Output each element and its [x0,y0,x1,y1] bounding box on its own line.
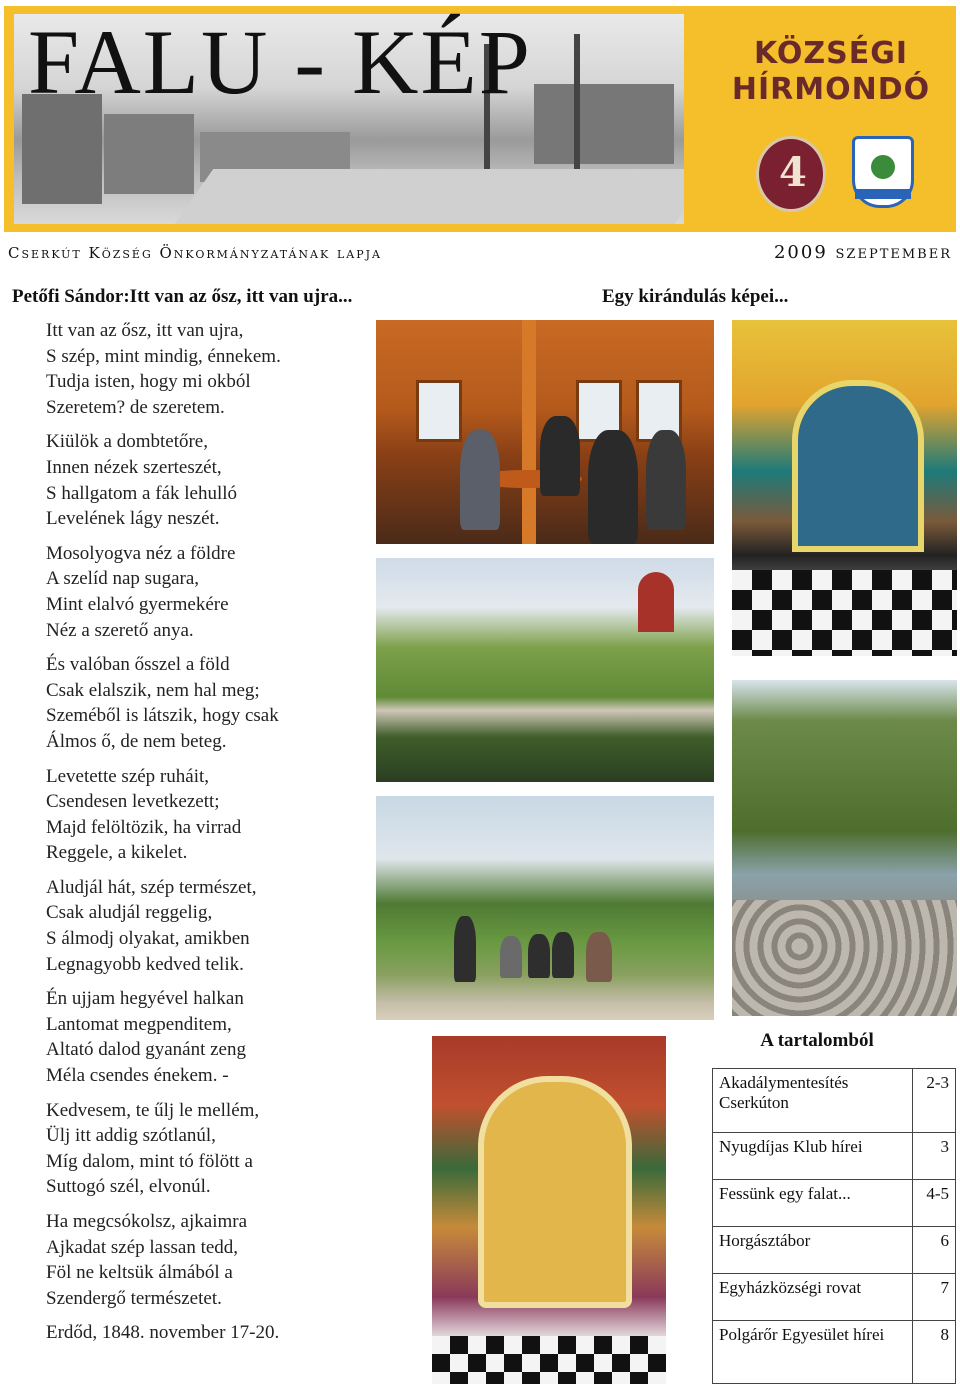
photo-wooden-cafe [376,320,714,544]
poem-line: Csendesen levetkezett; [46,791,220,813]
toc-row [713,1133,956,1180]
photo-temple-interior [732,320,957,656]
poem-line: Aludjál hát, szép természet, [46,876,257,898]
toc-item-pages: 4-5 [913,1180,956,1227]
poem-line: Innen nézek szerteszét, [46,456,222,478]
poem-line: Ha megcsókolsz, ajkaimra [46,1211,248,1232]
poem-line: Mint elalvó gyermekére [46,593,229,615]
poem-stanza [46,429,366,531]
poem-line: Én ujjam hegyével halkan [46,988,244,1010]
poem-line: A szelíd nap sugara, [46,568,200,590]
poem-line: Méla csendes énekem. - [46,1065,229,1087]
poem-line: Altató dalod gyanánt zeng [46,1039,246,1061]
poem-line: Csak elalszik, nem hal meg; [46,679,260,701]
toc-row [713,1321,956,1384]
publisher-line: Cserkút Község Önkormányzatának lapja [8,244,382,262]
issue-month: SZEPTEMBER [835,247,952,262]
gallery-heading: Egy kirándulás képei... [602,286,789,307]
poem-line: Míg dalom, mint tó fölött a [46,1150,253,1172]
poem-line: Szendergő természetet. [46,1287,222,1309]
poem-line: Suttogó szél, elvonúl. [46,1176,211,1198]
subtitle-line-2: HÍRMONDÓ [731,72,931,107]
poem-line: Legnagyobb kedved telik. [46,953,244,975]
toc-item-title: Nyugdíjas Klub hírei [713,1133,913,1180]
photo-altar-shrine [432,1036,666,1384]
poem-line: Levetette szép ruháit, [46,765,210,787]
poem-line: S álmodj olyakat, amikben [46,928,250,950]
toc-item-pages: 6 [913,1227,956,1274]
poem-stanza [46,652,366,754]
toc-row [713,1180,956,1227]
poem-line: Reggele, a kikelet. [46,842,188,864]
poem-line: Mosolyogva néz a földre [46,542,236,564]
poem-line: Levelének lágy neszét. [46,508,220,530]
poem-stanza [46,764,366,866]
poem-stanza [46,318,366,420]
photo-park-pond [376,558,714,782]
toc-item-pages: 7 [913,1274,956,1321]
poem-line: Szeméből is látszik, hogy csak [46,705,279,727]
poem-line: Szeretem? de szeretem. [46,396,225,418]
toc-item-title: Horgásztábor [713,1227,913,1274]
poem-line: Ajkadat szép lassan tedd, [46,1236,239,1258]
toc-row [713,1227,956,1274]
poem-line: Álmos ő, de nem beteg. [46,730,227,752]
toc-title: A tartalomból [760,1030,874,1051]
poem-line: S hallgatom a fák lehulló [46,482,238,504]
toc-item-pages: 2-3 [913,1069,956,1133]
poem-line: Föl ne keltsük álmából a [46,1262,233,1284]
poem-line: Ülj itt addig szótlanúl, [46,1125,216,1147]
poem-stanza [46,986,366,1088]
poem-line: Néz a szerető anya. [46,619,194,641]
poem-line: Kiülök a dombtetőre, [46,431,208,453]
club-seal-icon [756,136,826,212]
poem-body [46,318,366,1346]
poem-stanza [46,875,366,977]
poem-line: S szép, mint mindig, énnekem. [46,345,281,367]
issue-date [774,242,952,263]
toc-item-title: Akadálymentesítés Cserkúton [713,1069,913,1133]
poem-signature: Erdőd, 1848. november 17-20. [46,1322,280,1344]
poem-stanza [46,541,366,643]
poem-stanza [46,1098,366,1200]
village-coat-of-arms-icon [852,136,914,208]
poem-line: És valóban ősszel a föld [46,654,230,676]
toc-item-title: Polgárőr Egyesület hírei [713,1321,913,1384]
newspaper-title: FALU - KÉP [28,11,532,113]
poem-stanza [46,1209,366,1311]
poem-heading: Petőfi Sándor:Itt van az ősz, itt van ujra... [12,286,353,307]
toc-row [713,1274,956,1321]
toc-item-pages: 3 [913,1133,956,1180]
issue-year: 2009 [773,242,828,263]
photo-lakeshore-rocks [732,680,957,1016]
subtitle-line-1: KÖZSÉGI [753,36,909,71]
newspaper-subtitle [726,36,936,108]
poem-line: Itt van az ősz, itt van ujra, [46,320,244,341]
toc-row [713,1069,956,1133]
poem-line: Csak aludjál reggelig, [46,902,213,924]
toc-item-title: Egyházközségi rovat [713,1274,913,1321]
poem-line: Kedvesem, te űlj le mellém, [46,1099,260,1121]
toc-item-title: Fessünk egy falat... [713,1180,913,1227]
poem-line: Lantomat megpenditem, [46,1013,232,1035]
masthead [4,6,956,232]
poem-line: Majd felöltözik, ha virrad [46,816,242,838]
poem-line: Tudja isten, hogy mi okból [46,371,251,393]
toc-item-pages: 8 [913,1321,956,1384]
table-of-contents [712,1068,956,1384]
photo-group-on-bench [376,796,714,1020]
